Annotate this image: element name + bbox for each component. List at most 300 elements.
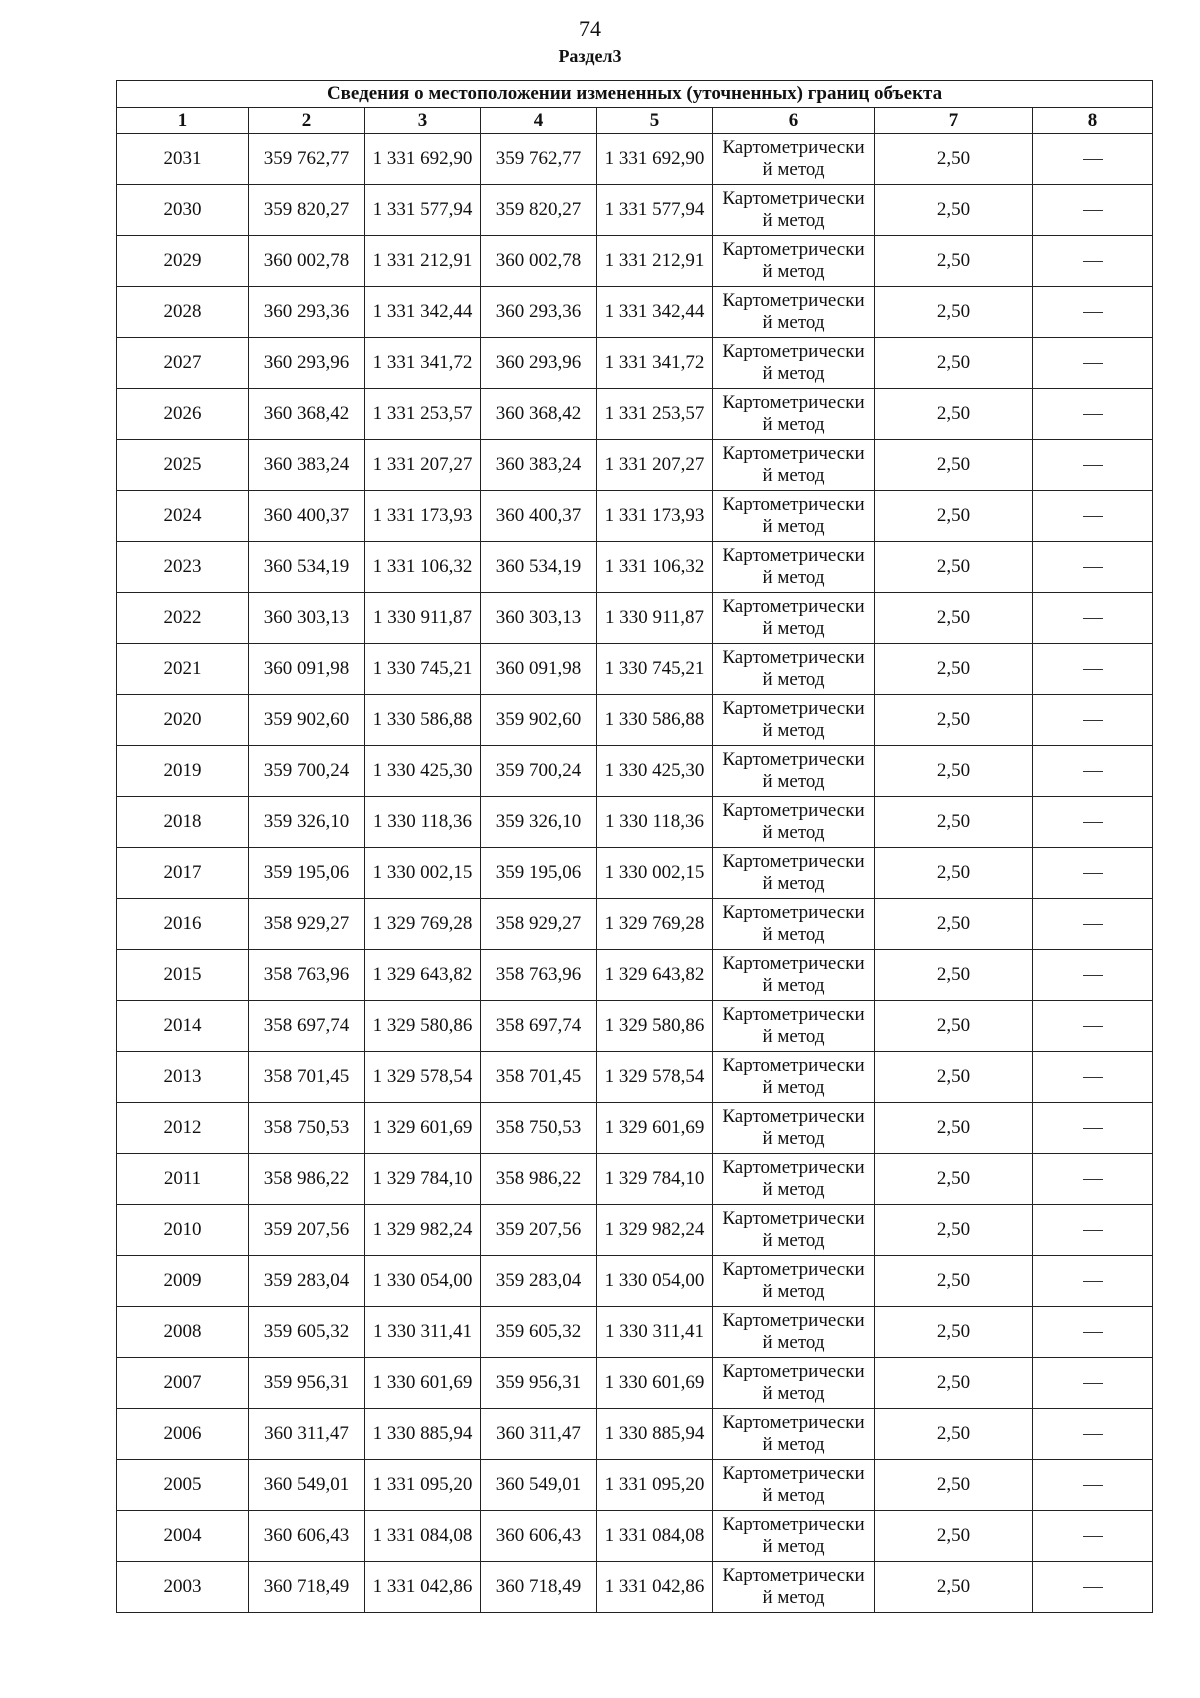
existing-x-cell: 359 195,06 <box>249 848 365 899</box>
precision-cell: 2,50 <box>875 389 1033 440</box>
precision-cell: 2,50 <box>875 1307 1033 1358</box>
method-cell <box>713 593 875 644</box>
refined-y-cell: 1 330 002,15 <box>597 848 713 899</box>
description-cell <box>1033 1358 1153 1409</box>
dash-icon <box>1083 1128 1103 1130</box>
existing-y-cell: 1 329 580,86 <box>365 1001 481 1052</box>
description-cell <box>1033 1307 1153 1358</box>
method-cell <box>713 236 875 287</box>
existing-x-cell: 360 534,19 <box>249 542 365 593</box>
precision-cell: 2,50 <box>875 1205 1033 1256</box>
precision-cell: 2,50 <box>875 134 1033 185</box>
existing-y-cell: 1 330 601,69 <box>365 1358 481 1409</box>
description-cell <box>1033 746 1153 797</box>
refined-x-cell: 359 956,31 <box>481 1358 597 1409</box>
precision-cell: 2,50 <box>875 1052 1033 1103</box>
refined-y-cell: 1 330 885,94 <box>597 1409 713 1460</box>
method-text-line-1: Картометрически <box>722 851 865 872</box>
point-number-cell: 2029 <box>117 236 249 287</box>
method-text-line-2: й метод <box>762 567 825 588</box>
refined-x-cell: 359 902,60 <box>481 695 597 746</box>
existing-x-cell: 360 293,96 <box>249 338 365 389</box>
existing-x-cell: 360 091,98 <box>249 644 365 695</box>
column-number-row <box>117 108 1153 134</box>
method-text-line-1: Картометрически <box>722 239 865 260</box>
existing-x-cell: 358 701,45 <box>249 1052 365 1103</box>
point-number-cell: 2012 <box>117 1103 249 1154</box>
description-cell <box>1033 1052 1153 1103</box>
refined-y-cell: 1 331 212,91 <box>597 236 713 287</box>
dash-icon <box>1083 312 1103 314</box>
method-cell <box>713 746 875 797</box>
table-row <box>117 1256 1153 1307</box>
refined-y-cell: 1 331 342,44 <box>597 287 713 338</box>
existing-x-cell: 360 002,78 <box>249 236 365 287</box>
dash-icon <box>1083 1230 1103 1232</box>
precision-cell: 2,50 <box>875 1256 1033 1307</box>
method-cell <box>713 1409 875 1460</box>
existing-x-cell: 359 605,32 <box>249 1307 365 1358</box>
description-cell <box>1033 644 1153 695</box>
dash-icon <box>1083 210 1103 212</box>
table-row <box>117 440 1153 491</box>
refined-x-cell: 359 326,10 <box>481 797 597 848</box>
precision-cell: 2,50 <box>875 644 1033 695</box>
existing-x-cell: 360 368,42 <box>249 389 365 440</box>
table-row <box>117 695 1153 746</box>
method-text-line-2: й метод <box>762 1587 825 1608</box>
point-number-cell: 2007 <box>117 1358 249 1409</box>
point-number-cell: 2009 <box>117 1256 249 1307</box>
precision-cell: 2,50 <box>875 1103 1033 1154</box>
refined-x-cell: 359 820,27 <box>481 185 597 236</box>
precision-cell: 2,50 <box>875 287 1033 338</box>
existing-y-cell: 1 330 586,88 <box>365 695 481 746</box>
refined-x-cell: 360 534,19 <box>481 542 597 593</box>
table-row <box>117 542 1153 593</box>
refined-y-cell: 1 330 118,36 <box>597 797 713 848</box>
method-text-line-2: й метод <box>762 465 825 486</box>
column-number: 4 <box>481 108 597 134</box>
description-cell <box>1033 440 1153 491</box>
dash-icon <box>1083 1383 1103 1385</box>
method-text-line-1: Картометрически <box>722 1565 865 1586</box>
method-cell <box>713 491 875 542</box>
table-row <box>117 287 1153 338</box>
description-cell <box>1033 848 1153 899</box>
refined-x-cell: 358 929,27 <box>481 899 597 950</box>
column-number: 1 <box>117 108 249 134</box>
refined-y-cell: 1 330 745,21 <box>597 644 713 695</box>
existing-y-cell: 1 330 311,41 <box>365 1307 481 1358</box>
existing-x-cell: 360 303,13 <box>249 593 365 644</box>
existing-x-cell: 359 762,77 <box>249 134 365 185</box>
description-cell <box>1033 797 1153 848</box>
existing-y-cell: 1 331 692,90 <box>365 134 481 185</box>
refined-y-cell: 1 331 692,90 <box>597 134 713 185</box>
refined-y-cell: 1 331 577,94 <box>597 185 713 236</box>
point-number-cell: 2020 <box>117 695 249 746</box>
existing-y-cell: 1 331 042,86 <box>365 1562 481 1613</box>
existing-x-cell: 360 606,43 <box>249 1511 365 1562</box>
point-number-cell: 2011 <box>117 1154 249 1205</box>
point-number-cell: 2021 <box>117 644 249 695</box>
method-cell <box>713 542 875 593</box>
table-row <box>117 950 1153 1001</box>
refined-x-cell: 358 763,96 <box>481 950 597 1001</box>
description-cell <box>1033 1562 1153 1613</box>
dash-icon <box>1083 363 1103 365</box>
refined-x-cell: 360 606,43 <box>481 1511 597 1562</box>
refined-y-cell: 1 330 911,87 <box>597 593 713 644</box>
method-cell <box>713 695 875 746</box>
refined-x-cell: 360 293,36 <box>481 287 597 338</box>
refined-x-cell: 360 718,49 <box>481 1562 597 1613</box>
refined-y-cell: 1 331 207,27 <box>597 440 713 491</box>
refined-x-cell: 360 368,42 <box>481 389 597 440</box>
table-row <box>117 593 1153 644</box>
refined-x-cell: 359 207,56 <box>481 1205 597 1256</box>
existing-y-cell: 1 329 982,24 <box>365 1205 481 1256</box>
column-number: 6 <box>713 108 875 134</box>
existing-y-cell: 1 331 106,32 <box>365 542 481 593</box>
method-text-line-1: Картометрически <box>722 392 865 413</box>
point-number-cell: 2004 <box>117 1511 249 1562</box>
table-row <box>117 1205 1153 1256</box>
method-text-line-2: й метод <box>762 975 825 996</box>
method-cell <box>713 644 875 695</box>
precision-cell: 2,50 <box>875 185 1033 236</box>
dash-icon <box>1083 1434 1103 1436</box>
point-number-cell: 2017 <box>117 848 249 899</box>
method-text-line-1: Картометрически <box>722 1106 865 1127</box>
refined-y-cell: 1 331 341,72 <box>597 338 713 389</box>
method-cell <box>713 1562 875 1613</box>
method-text-line-2: й метод <box>762 1230 825 1251</box>
method-text-line-2: й метод <box>762 822 825 843</box>
method-text-line-1: Картометрически <box>722 1259 865 1280</box>
method-text-line-2: й метод <box>762 1077 825 1098</box>
point-number-cell: 2022 <box>117 593 249 644</box>
table-row <box>117 644 1153 695</box>
method-text-line-1: Картометрически <box>722 1463 865 1484</box>
point-number-cell: 2019 <box>117 746 249 797</box>
precision-cell: 2,50 <box>875 236 1033 287</box>
existing-x-cell: 359 326,10 <box>249 797 365 848</box>
method-text-line-2: й метод <box>762 1434 825 1455</box>
method-text-line-2: й метод <box>762 1179 825 1200</box>
section-title: Раздел3 <box>558 46 622 66</box>
existing-y-cell: 1 329 784,10 <box>365 1154 481 1205</box>
precision-cell: 2,50 <box>875 542 1033 593</box>
method-cell <box>713 1256 875 1307</box>
table-body <box>117 134 1153 1613</box>
precision-cell: 2,50 <box>875 848 1033 899</box>
dash-icon <box>1083 720 1103 722</box>
refined-y-cell: 1 329 580,86 <box>597 1001 713 1052</box>
dash-icon <box>1083 618 1103 620</box>
description-cell <box>1033 185 1153 236</box>
dash-icon <box>1083 1485 1103 1487</box>
method-cell <box>713 950 875 1001</box>
description-cell <box>1033 695 1153 746</box>
dash-icon <box>1083 822 1103 824</box>
method-text-line-1: Картометрически <box>722 341 865 362</box>
refined-x-cell: 360 002,78 <box>481 236 597 287</box>
refined-x-cell: 358 750,53 <box>481 1103 597 1154</box>
method-text-line-2: й метод <box>762 1332 825 1353</box>
column-number: 8 <box>1033 108 1153 134</box>
method-cell <box>713 848 875 899</box>
refined-y-cell: 1 330 054,00 <box>597 1256 713 1307</box>
existing-y-cell: 1 331 577,94 <box>365 185 481 236</box>
refined-y-cell: 1 331 042,86 <box>597 1562 713 1613</box>
method-cell <box>713 1358 875 1409</box>
existing-x-cell: 360 293,36 <box>249 287 365 338</box>
method-text-line-1: Картометрически <box>722 953 865 974</box>
method-cell <box>713 440 875 491</box>
refined-y-cell: 1 329 601,69 <box>597 1103 713 1154</box>
description-cell <box>1033 389 1153 440</box>
method-cell <box>713 185 875 236</box>
refined-y-cell: 1 329 784,10 <box>597 1154 713 1205</box>
existing-x-cell: 359 283,04 <box>249 1256 365 1307</box>
point-number-cell: 2025 <box>117 440 249 491</box>
table-row <box>117 1562 1153 1613</box>
point-number-cell: 2010 <box>117 1205 249 1256</box>
refined-x-cell: 360 303,13 <box>481 593 597 644</box>
refined-y-cell: 1 331 253,57 <box>597 389 713 440</box>
method-text-line-1: Картометрически <box>722 1514 865 1535</box>
method-text-line-2: й метод <box>762 618 825 639</box>
description-cell <box>1033 338 1153 389</box>
method-text-line-2: й метод <box>762 261 825 282</box>
method-text-line-2: й метод <box>762 873 825 894</box>
refined-y-cell: 1 331 173,93 <box>597 491 713 542</box>
table-row <box>117 1154 1153 1205</box>
existing-y-cell: 1 330 002,15 <box>365 848 481 899</box>
method-cell <box>713 1511 875 1562</box>
refined-x-cell: 359 283,04 <box>481 1256 597 1307</box>
method-cell <box>713 338 875 389</box>
table-row <box>117 134 1153 185</box>
existing-y-cell: 1 329 578,54 <box>365 1052 481 1103</box>
precision-cell: 2,50 <box>875 746 1033 797</box>
dash-icon <box>1083 261 1103 263</box>
dash-icon <box>1083 975 1103 977</box>
method-text-line-2: й метод <box>762 516 825 537</box>
method-text-line-2: й метод <box>762 159 825 180</box>
method-text-line-2: й метод <box>762 771 825 792</box>
point-number-cell: 2008 <box>117 1307 249 1358</box>
precision-cell: 2,50 <box>875 1001 1033 1052</box>
point-number-cell: 2024 <box>117 491 249 542</box>
existing-x-cell: 360 383,24 <box>249 440 365 491</box>
existing-x-cell: 359 820,27 <box>249 185 365 236</box>
dash-icon <box>1083 873 1103 875</box>
description-cell <box>1033 593 1153 644</box>
method-text-line-1: Картометрически <box>722 1361 865 1382</box>
point-number-cell: 2016 <box>117 899 249 950</box>
method-cell <box>713 1307 875 1358</box>
point-number-cell: 2005 <box>117 1460 249 1511</box>
existing-y-cell: 1 330 425,30 <box>365 746 481 797</box>
existing-x-cell: 359 207,56 <box>249 1205 365 1256</box>
boundary-coordinates-table <box>116 80 1153 1613</box>
method-text-line-1: Картометрически <box>722 698 865 719</box>
dash-icon <box>1083 414 1103 416</box>
method-cell <box>713 1052 875 1103</box>
dash-icon <box>1083 924 1103 926</box>
precision-cell: 2,50 <box>875 440 1033 491</box>
method-cell <box>713 287 875 338</box>
method-text-line-2: й метод <box>762 669 825 690</box>
column-number: 5 <box>597 108 713 134</box>
refined-y-cell: 1 329 643,82 <box>597 950 713 1001</box>
description-cell <box>1033 899 1153 950</box>
column-number: 3 <box>365 108 481 134</box>
existing-y-cell: 1 330 118,36 <box>365 797 481 848</box>
refined-y-cell: 1 331 095,20 <box>597 1460 713 1511</box>
precision-cell: 2,50 <box>875 491 1033 542</box>
dash-icon <box>1083 669 1103 671</box>
dash-icon <box>1083 465 1103 467</box>
existing-x-cell: 358 986,22 <box>249 1154 365 1205</box>
dash-icon <box>1083 516 1103 518</box>
description-cell <box>1033 134 1153 185</box>
method-text-line-2: й метод <box>762 363 825 384</box>
table-row <box>117 1409 1153 1460</box>
refined-x-cell: 359 195,06 <box>481 848 597 899</box>
method-text-line-2: й метод <box>762 1026 825 1047</box>
refined-y-cell: 1 329 578,54 <box>597 1052 713 1103</box>
precision-cell: 2,50 <box>875 338 1033 389</box>
existing-y-cell: 1 331 207,27 <box>365 440 481 491</box>
point-number-cell: 2027 <box>117 338 249 389</box>
existing-x-cell: 358 750,53 <box>249 1103 365 1154</box>
method-cell <box>713 797 875 848</box>
refined-y-cell: 1 330 586,88 <box>597 695 713 746</box>
table-row <box>117 1052 1153 1103</box>
method-text-line-1: Картометрически <box>722 545 865 566</box>
column-number: 2 <box>249 108 365 134</box>
table-row <box>117 1358 1153 1409</box>
precision-cell: 2,50 <box>875 1358 1033 1409</box>
method-text-line-1: Картометрически <box>722 1055 865 1076</box>
dash-icon <box>1083 567 1103 569</box>
description-cell <box>1033 1256 1153 1307</box>
description-cell <box>1033 1103 1153 1154</box>
method-text-line-1: Картометрически <box>722 290 865 311</box>
dash-icon <box>1083 159 1103 161</box>
point-number-cell: 2015 <box>117 950 249 1001</box>
method-text-line-1: Картометрически <box>722 1208 865 1229</box>
precision-cell: 2,50 <box>875 1154 1033 1205</box>
refined-x-cell: 360 091,98 <box>481 644 597 695</box>
point-number-cell: 2030 <box>117 185 249 236</box>
refined-x-cell: 360 311,47 <box>481 1409 597 1460</box>
table-row <box>117 848 1153 899</box>
description-cell <box>1033 1154 1153 1205</box>
dash-icon <box>1083 1077 1103 1079</box>
description-cell <box>1033 1001 1153 1052</box>
existing-x-cell: 358 697,74 <box>249 1001 365 1052</box>
existing-y-cell: 1 330 885,94 <box>365 1409 481 1460</box>
dash-icon <box>1083 1179 1103 1181</box>
description-cell <box>1033 1460 1153 1511</box>
method-text-line-2: й метод <box>762 1383 825 1404</box>
table-row <box>117 491 1153 542</box>
refined-x-cell: 359 762,77 <box>481 134 597 185</box>
refined-x-cell: 360 383,24 <box>481 440 597 491</box>
description-cell <box>1033 236 1153 287</box>
existing-y-cell: 1 331 212,91 <box>365 236 481 287</box>
refined-x-cell: 358 697,74 <box>481 1001 597 1052</box>
point-number-cell: 2023 <box>117 542 249 593</box>
refined-x-cell: 360 400,37 <box>481 491 597 542</box>
method-text-line-1: Картометрически <box>722 647 865 668</box>
point-number-cell: 2028 <box>117 287 249 338</box>
description-cell <box>1033 1511 1153 1562</box>
table-caption: Сведения о местоположении измененных (уточненных) границ объекта <box>117 81 1153 108</box>
description-cell <box>1033 1409 1153 1460</box>
refined-x-cell: 360 293,96 <box>481 338 597 389</box>
existing-y-cell: 1 330 745,21 <box>365 644 481 695</box>
table-row <box>117 1460 1153 1511</box>
table-row <box>117 1511 1153 1562</box>
method-text-line-1: Картометрически <box>722 188 865 209</box>
existing-y-cell: 1 331 173,93 <box>365 491 481 542</box>
description-cell <box>1033 491 1153 542</box>
table-row <box>117 899 1153 950</box>
refined-x-cell: 358 986,22 <box>481 1154 597 1205</box>
method-cell <box>713 899 875 950</box>
point-number-cell: 2013 <box>117 1052 249 1103</box>
table-row <box>117 1307 1153 1358</box>
precision-cell: 2,50 <box>875 797 1033 848</box>
precision-cell: 2,50 <box>875 1409 1033 1460</box>
point-number-cell: 2018 <box>117 797 249 848</box>
method-text-line-2: й метод <box>762 1536 825 1557</box>
existing-x-cell: 358 929,27 <box>249 899 365 950</box>
method-cell <box>713 1460 875 1511</box>
dash-icon <box>1083 1536 1103 1538</box>
existing-y-cell: 1 330 054,00 <box>365 1256 481 1307</box>
method-text-line-2: й метод <box>762 1485 825 1506</box>
dash-icon <box>1083 771 1103 773</box>
existing-x-cell: 358 763,96 <box>249 950 365 1001</box>
page-number: 74 <box>579 16 601 41</box>
table-row <box>117 236 1153 287</box>
precision-cell: 2,50 <box>875 1460 1033 1511</box>
method-text-line-2: й метод <box>762 720 825 741</box>
method-text-line-1: Картометрически <box>722 1004 865 1025</box>
method-cell <box>713 1001 875 1052</box>
method-text-line-1: Картометрически <box>722 137 865 158</box>
existing-y-cell: 1 329 601,69 <box>365 1103 481 1154</box>
description-cell <box>1033 950 1153 1001</box>
method-text-line-2: й метод <box>762 312 825 333</box>
existing-y-cell: 1 331 253,57 <box>365 389 481 440</box>
refined-y-cell: 1 330 311,41 <box>597 1307 713 1358</box>
dash-icon <box>1083 1026 1103 1028</box>
existing-x-cell: 360 718,49 <box>249 1562 365 1613</box>
description-cell <box>1033 542 1153 593</box>
table-row <box>117 746 1153 797</box>
refined-x-cell: 360 549,01 <box>481 1460 597 1511</box>
method-text-line-2: й метод <box>762 210 825 231</box>
precision-cell: 2,50 <box>875 1511 1033 1562</box>
